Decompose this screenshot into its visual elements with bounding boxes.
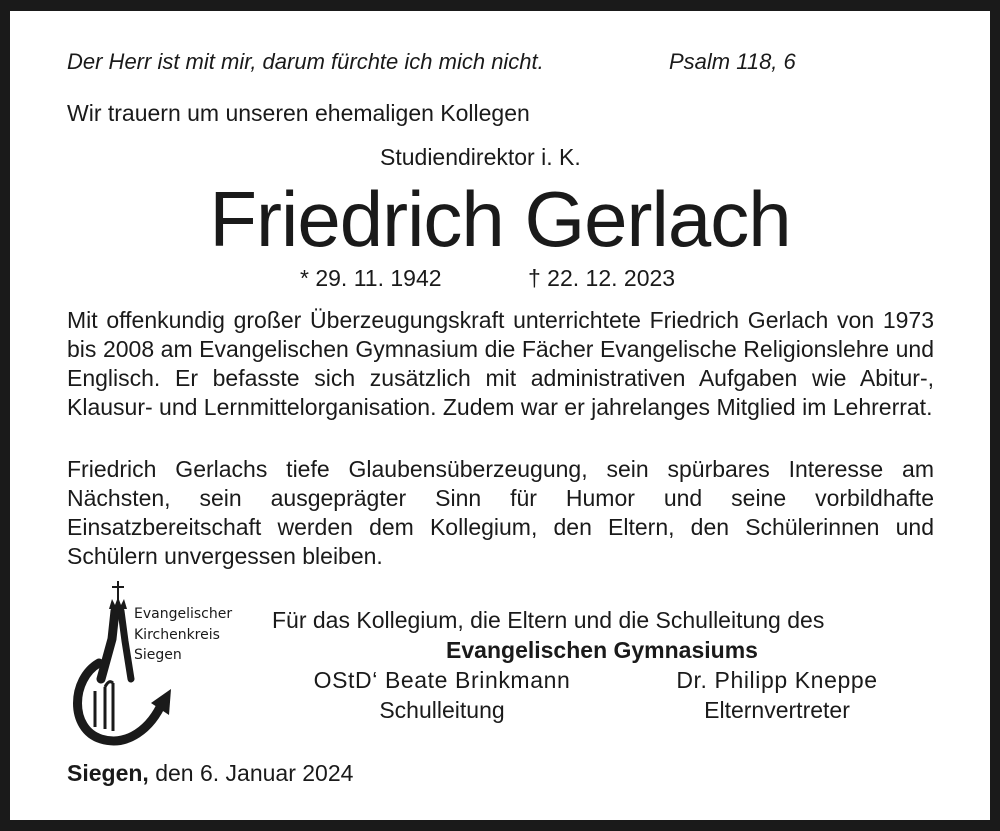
- academic-title: Studiendirektor i. K.: [380, 144, 581, 170]
- psalm-reference: Psalm 118, 6: [669, 49, 796, 74]
- intro-text: Wir trauern um unseren ehemaligen Kollegen: [67, 100, 530, 126]
- tribute-paragraph-1: Mit offenkundig großer Überzeugungskraft unterrichtete Friedrich Gerlach von 1973 bis 2008 am Evangelischen Gymnasium die Fächer Evangelische Religionslehre und Englisch. Er befasste sich zusätzlich mit administrativen Aufgaben wie Abitur-, Klausur- und Lernmittelorganisation. Zudem war er jahrelanges Mitglied im Lehrerrat.: [67, 307, 934, 420]
- tribute-paragraph-2: Friedrich Gerlachs tiefe Glaubensüberzeugung, sein spürbares Interesse am Nächsten, sein ausgeprägter Sinn für Humor und seine vorbildhafte Einsatzbereitschaft werden dem Kollegium, den Eltern, den Schülerinnen und Schülern unvergessen bleiben.: [67, 456, 934, 569]
- birth-date: * 29. 11. 1942: [300, 265, 442, 291]
- deceased-name: Friedrich Gerlach: [209, 175, 791, 263]
- institution-name: Evangelischen Gymnasiums: [446, 637, 758, 663]
- signatory-1-role: Schulleitung: [379, 697, 505, 723]
- signatory-2-role: Elternvertreter: [704, 697, 850, 723]
- logo-text-line-2: Kirchenkreis: [134, 627, 220, 643]
- date: den 6. Januar 2024: [155, 760, 354, 786]
- signature-intro: Für das Kollegium, die Eltern und die Schulleitung des: [272, 607, 825, 633]
- signatory-2-name: Dr. Philipp Kneppe: [676, 667, 878, 693]
- signatory-1-name: OStD‘ Beate Brinkmann: [313, 667, 571, 693]
- place-and-date: [67, 760, 353, 787]
- psalm-quote: Der Herr ist mit mir, darum fürchte ich mich nicht.: [67, 49, 544, 74]
- place: Siegen,: [67, 760, 149, 786]
- logo-text-line-1: Evangelischer: [134, 606, 233, 622]
- logo-text-line-3: Siegen: [134, 647, 182, 663]
- obituary-notice: [10, 11, 990, 820]
- church-logo-icon: [65, 579, 180, 749]
- death-date: † 22. 12. 2023: [528, 265, 676, 291]
